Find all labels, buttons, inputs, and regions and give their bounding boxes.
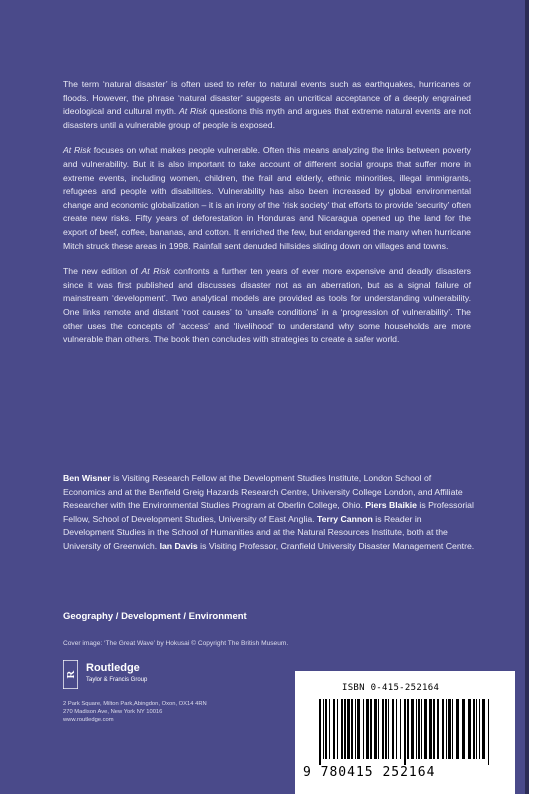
barcode-bar xyxy=(473,699,475,759)
address-line: 270 Madison Ave, New York NY 10016 xyxy=(63,709,163,715)
barcode-bar xyxy=(446,699,447,759)
barcode-bar xyxy=(374,699,377,759)
barcode-bar xyxy=(452,699,453,759)
barcode-bar xyxy=(355,699,356,759)
barcode-bar xyxy=(396,699,397,759)
author-bios xyxy=(63,472,475,554)
barcode-bar xyxy=(433,699,435,759)
author-bio-text: is Professorial Fellow, School of Development Studies, University of East Anglia. xyxy=(63,500,474,524)
author-bio-text: is Visiting Research Fellow at the Development Studies Institute, London School of Economics and at the Benfield Greig Hazards Research Centre, University College London, and Affiliate Researcher with the Environmental Studies Program at Oberlin College, Ohio. xyxy=(63,473,463,511)
author-name: Terry Cannon xyxy=(317,513,373,524)
barcode-bar xyxy=(411,699,414,759)
barcode-icon xyxy=(317,699,493,765)
barcode-bar xyxy=(392,699,394,759)
barcode-bar xyxy=(400,699,401,759)
publisher-subtitle: Taylor & Francis Group xyxy=(86,677,148,683)
blurb-paragraph xyxy=(63,78,471,132)
barcode-bar xyxy=(442,699,444,759)
paragraph-text: The term ‘natural disaster’ is often used to refer to natural events such as earthquakes, hurricanes or floods. However, the phrase ‘natural disaster’ suggests an uncritical acceptance of a deeply engrained ideological and cultural myth. xyxy=(63,79,471,117)
author-bio-text: is Reader in Development Studies in the School of Humanities and at the Natural Resources Institute, both at the University of Greenwich. xyxy=(63,513,448,551)
publisher-address xyxy=(63,700,207,724)
blurb-paragraph xyxy=(63,265,471,347)
barcode-bar xyxy=(329,699,330,759)
barcode-bar xyxy=(421,699,422,759)
barcode-bar xyxy=(378,699,379,759)
publisher-website: www.routledge.com xyxy=(63,717,114,723)
barcode-bar xyxy=(382,699,384,759)
paragraph-text: questions this myth and argues that extreme natural events are not disasters until a vulnerable group of people is exposed. xyxy=(63,106,472,130)
barcode-bar xyxy=(437,699,439,759)
barcode-bar xyxy=(468,699,471,759)
barcode-digits: 9 780415 252164 xyxy=(303,765,436,780)
paragraph-text: focuses on what makes people vulnerable. Often this means analyzing the links between poverty and vulnerability. But it is also important to take account of different social groups that suffer more in extreme events, including women, children, the frail and elderly, ethnic minorities, illegal immigrants, refugees and people with disabilities. Vulnerability has also been increased by global environmental change and economic globalization – it is an irony of the ‘risk society’ that efforts to provide ‘security’ often create new risks. Fifty years of deforestation in Honduras and Nicaragua opened up the land for the export of beef, coffee, bananas, and cotton. It enriched the few, but endangered the many when hurricane Mitch struck these areas in 1998. Rainfall sent denuded hillsides sliding down on villages and towns. xyxy=(63,145,471,251)
publisher-name: Routledge xyxy=(86,662,140,674)
barcode-bar xyxy=(462,699,465,759)
barcode-bar xyxy=(388,699,389,759)
barcode-bar xyxy=(418,699,420,759)
address-line: 2 Park Square, Milton Park,Abingdon, Oxon, OX14 4RN xyxy=(63,701,207,707)
author-bio-text: is Visiting Professor, Cranfield University Disaster Management Centre. xyxy=(197,540,475,551)
barcode-bar xyxy=(337,699,338,759)
author-name: Ben Wisner xyxy=(63,473,111,483)
isbn-label: ISBN 0-415-252164 xyxy=(342,683,440,693)
barcode-bar xyxy=(404,699,406,765)
barcode-bar xyxy=(482,699,485,759)
paragraph-text: The new edition of xyxy=(63,266,142,277)
subject-categories: Geography / Development / Environment xyxy=(63,611,247,622)
barcode-bar xyxy=(347,699,350,759)
barcode-bar xyxy=(476,699,477,759)
barcode-bar xyxy=(344,699,346,759)
routledge-logo-icon xyxy=(63,660,78,689)
book-title: At Risk xyxy=(63,145,91,156)
isbn-barcode xyxy=(295,671,515,794)
barcode-bar xyxy=(363,699,364,759)
barcode-bar xyxy=(323,699,324,759)
logo-letter: R xyxy=(65,670,77,679)
barcode-bar xyxy=(407,699,409,759)
barcode-bar xyxy=(416,699,417,759)
barcode-bar xyxy=(488,699,489,765)
barcode-bar xyxy=(370,699,372,759)
barcode-bar xyxy=(325,699,327,759)
blurb-paragraph xyxy=(63,144,471,253)
author-name: Ian Davis xyxy=(159,540,198,551)
blurb xyxy=(63,78,471,359)
author-name: Piers Blaikie xyxy=(365,500,417,511)
barcode-bar xyxy=(448,699,451,759)
barcode-bar xyxy=(333,699,335,759)
barcode-bar xyxy=(341,699,343,759)
barcode-bar xyxy=(456,699,459,759)
cover-image-credit: Cover image: ‘The Great Wave’ by Hokusai © Copyright The British Museum. xyxy=(63,640,289,647)
barcode-bar xyxy=(351,699,353,759)
barcode-bar xyxy=(424,699,427,759)
barcode-bar xyxy=(429,699,432,759)
barcode-bar xyxy=(479,699,480,759)
barcode-bar xyxy=(319,699,321,765)
book-title: At Risk xyxy=(179,106,207,117)
barcode-bar xyxy=(357,699,360,759)
book-title: At Risk xyxy=(141,266,171,277)
paragraph-text: confronts a further ten years of ever more expensive and deadly disasters since it was first published and discusses disaster not as an aberration, but as a signal failure of mainstream ‘development’. Two analytical models are provided as tools for understanding vulnerability. One links remote and distant ‘root causes’ to ‘unsafe conditions’ in a ‘progression of vulnerability’. The other uses the concepts of ‘access’ and ‘livelihood’ to understand why some households are more vulnerable than others. The book then concludes with strategies to create a safer world. xyxy=(63,266,472,345)
barcode-bar xyxy=(366,699,369,759)
barcode-bar xyxy=(385,699,387,759)
